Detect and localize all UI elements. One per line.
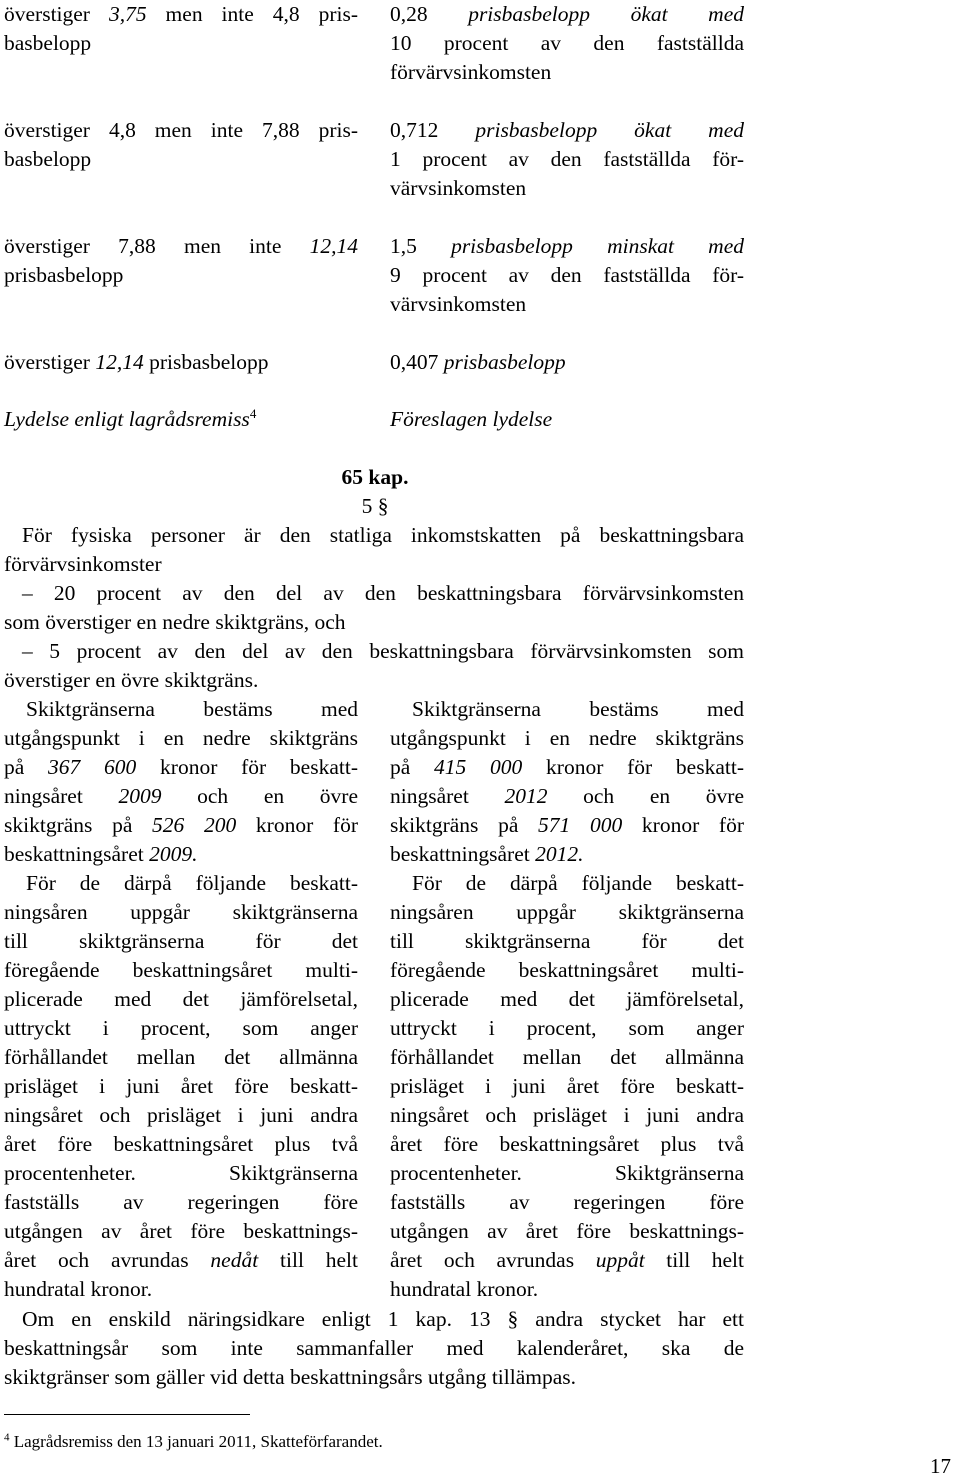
- text-run: kronor för beskatt-: [522, 755, 744, 779]
- text-run: ningsåren uppgår skiktgränserna: [4, 900, 358, 924]
- text-run: till skiktgränserna för det: [4, 929, 358, 953]
- text-run: procentenheter. Skiktgränserna: [4, 1161, 358, 1185]
- paragraph-line: [4, 840, 358, 869]
- footnote: [4, 1432, 383, 1452]
- text-run: förhållandet mellan det allmänna: [4, 1045, 358, 1069]
- italic-value: 2012.: [535, 842, 584, 866]
- text-run: till helt: [644, 1248, 745, 1272]
- intro-line-5: – 5 procent av den del av den beskattningsbara förvärvsinkomsten som: [22, 639, 744, 663]
- text-run: 0,407: [390, 350, 439, 374]
- rate-line: [390, 232, 744, 261]
- bracket-line: [4, 29, 358, 58]
- table-row-left: [4, 348, 358, 377]
- rate-line: [390, 174, 744, 203]
- rate-line: [390, 0, 744, 29]
- footnote-text: Lagrådsremiss den 13 januari 2011, Skatteförfarandet.: [13, 1432, 383, 1451]
- text-run: kronor för: [622, 813, 744, 837]
- intro-line-6: överstiger en övre skiktgräns.: [4, 668, 259, 692]
- text-run: uttryckt i procent, som anger: [4, 1016, 358, 1040]
- paragraph-line: [390, 1130, 744, 1159]
- paragraph-line: [4, 1217, 358, 1246]
- table-row-right: [390, 116, 744, 203]
- rate-line: [390, 261, 744, 290]
- text-run: 1,5: [390, 234, 417, 258]
- paragraph-line: [390, 695, 744, 724]
- text-run: basbelopp: [4, 147, 92, 171]
- paragraph-line: [4, 1188, 358, 1217]
- text-run: skiktgräns på: [390, 813, 539, 837]
- intro-line-3: – 20 procent av den del av den beskattningsbara förvärvsinkomsten: [22, 581, 744, 605]
- text-run: uttryckt i procent, som anger: [390, 1016, 744, 1040]
- closing-line-1: Om en enskild näringsidkare enligt 1 kap. 13 § andra stycket har ett: [22, 1307, 744, 1331]
- right-column-header: [390, 405, 744, 434]
- text-run: föregående beskattningsåret multi-: [390, 958, 744, 982]
- table-row-right: [390, 348, 744, 377]
- italic-value: prisbasbelopp ökat med: [427, 2, 744, 26]
- text-run: ningsåret: [4, 784, 119, 808]
- text-run: kronor för beskatt-: [136, 755, 358, 779]
- text-run: hundratal kronor.: [4, 1277, 153, 1301]
- italic-value: 2009.: [149, 842, 198, 866]
- paragraph-line: [390, 985, 744, 1014]
- rate-line: [390, 348, 744, 377]
- paragraph-line: [4, 724, 358, 753]
- text-run: på: [390, 755, 435, 779]
- text-run: året före beskattningsåret plus två: [390, 1132, 744, 1156]
- text-run: året före beskattningsåret plus två: [4, 1132, 358, 1156]
- text-run: 0,28: [390, 2, 428, 26]
- paragraph-line: [390, 1217, 744, 1246]
- text-run: plicerade med det jämförelsetal,: [390, 987, 744, 1011]
- bracket-line: [4, 145, 358, 174]
- table-row-left: [4, 232, 358, 290]
- rate-line: [390, 145, 744, 174]
- table-row-left: [4, 0, 358, 58]
- intro-line-1: För fysiska personer är den statliga inkomstskatten på beskattningsbara: [22, 523, 744, 547]
- current-wording-column: [4, 695, 358, 1304]
- text-run: 0,712: [390, 118, 439, 142]
- intro-line-2: förvärvsinkomster: [4, 552, 162, 576]
- text-run: fastställs av regeringen före: [4, 1190, 358, 1214]
- intro-line-4: som överstiger en nedre skiktgräns, och: [4, 610, 346, 634]
- bracket-line: [4, 232, 358, 261]
- text-run: fastställs av regeringen före: [390, 1190, 744, 1214]
- text-run: beskattningsåret: [390, 842, 536, 866]
- paragraph-line: [390, 1043, 744, 1072]
- text-run: För de därpå följande beskatt-: [26, 871, 358, 895]
- text-run: överstiger: [4, 350, 96, 374]
- text-run: prisbasbelopp: [4, 263, 124, 287]
- text-run: utgången av året före beskattnings-: [4, 1219, 358, 1243]
- text-run: föregående beskattningsåret multi-: [4, 958, 358, 982]
- italic-value: 526 200: [152, 813, 237, 837]
- bracket-line: [4, 348, 358, 377]
- text-run: För de därpå följande beskatt-: [412, 871, 744, 895]
- table-row-right: [390, 232, 744, 319]
- paragraph-line: [390, 1275, 744, 1304]
- text-run: ningsåret och prisläget i juni andra: [390, 1103, 744, 1127]
- text-run: Skiktgränserna bestäms med: [26, 697, 358, 721]
- paragraph-line: [4, 782, 358, 811]
- text-run: prisbasbelopp: [143, 350, 269, 374]
- closing-line-3: skiktgränser som gäller vid detta beskattningsårs utgång tillämpas.: [4, 1365, 577, 1389]
- table-row-left: [4, 116, 358, 174]
- text-run: värvsinkomsten: [390, 176, 527, 200]
- text-run: året och avrundas: [390, 1248, 596, 1272]
- paragraph-line: [4, 869, 358, 898]
- text-run: och en övre: [547, 784, 745, 808]
- rate-line: [390, 29, 744, 58]
- paragraph-line: [4, 753, 358, 782]
- paragraph-line: [4, 1043, 358, 1072]
- text-run: året och avrundas: [4, 1248, 211, 1272]
- page-number: 17: [930, 1454, 951, 1478]
- footnote-ref: 4: [249, 405, 257, 421]
- text-run: till skiktgränserna för det: [390, 929, 744, 953]
- text-run: överstiger: [4, 2, 109, 26]
- paragraph-line: [390, 724, 744, 753]
- text-run: skiktgräns på: [4, 813, 153, 837]
- text-run: 9 procent av den fastställda för-: [390, 263, 744, 287]
- right-header-text: Föreslagen lydelse: [390, 407, 553, 431]
- text-run: förvärvsinkomsten: [390, 60, 552, 84]
- paragraph-line: [4, 927, 358, 956]
- text-run: beskattningsåret: [4, 842, 150, 866]
- paragraph-line: [4, 811, 358, 840]
- text-run: prisläget i juni året före beskatt-: [4, 1074, 358, 1098]
- paragraph-line: [390, 869, 744, 898]
- paragraph-line: [390, 753, 744, 782]
- paragraph: [4, 695, 358, 869]
- text-run: till helt: [258, 1248, 359, 1272]
- paragraph-line: [390, 1072, 744, 1101]
- text-run: utgången av året före beskattnings-: [390, 1219, 744, 1243]
- bracket-line: [4, 0, 358, 29]
- rate-line: [390, 58, 744, 87]
- paragraph-line: [390, 840, 744, 869]
- text-run: procentenheter. Skiktgränserna: [390, 1161, 744, 1185]
- bracket-line: [4, 261, 358, 290]
- paragraph-line: [4, 1159, 358, 1188]
- rate-line: [390, 290, 744, 319]
- italic-value: 12,14: [309, 234, 358, 258]
- table-row-right: [390, 0, 744, 87]
- rate-line: [390, 116, 744, 145]
- italic-value: 3,75: [108, 2, 147, 26]
- paragraph-line: [4, 1130, 358, 1159]
- text-run: förhållandet mellan det allmänna: [390, 1045, 744, 1069]
- paragraph-line: [390, 956, 744, 985]
- paragraph-line: [4, 898, 358, 927]
- italic-value: nedåt: [210, 1248, 259, 1272]
- text-run: på: [4, 755, 49, 779]
- paragraph-line: [4, 695, 358, 724]
- text-run: överstiger 4,8 men inte 7,88 pris-: [4, 118, 358, 142]
- text-run: kronor för: [236, 813, 358, 837]
- closing-line-2: beskattningsår som inte sammanfaller med kalenderåret, ska de: [4, 1336, 744, 1360]
- italic-value: 415 000: [434, 755, 523, 779]
- text-run: 1 procent av den fastställda för-: [390, 147, 744, 171]
- paragraph-line: [390, 1014, 744, 1043]
- paragraph-line: [390, 1246, 744, 1275]
- paragraph-line: [4, 1014, 358, 1043]
- bracket-line: [4, 116, 358, 145]
- paragraph: [390, 869, 744, 1304]
- italic-value: 12,14: [95, 350, 144, 374]
- paragraph: [4, 869, 358, 1304]
- text-run: överstiger 7,88 men inte: [4, 234, 310, 258]
- text-run: ningsåret och prisläget i juni andra: [4, 1103, 358, 1127]
- paragraph-line: [390, 782, 744, 811]
- italic-value: 367 600: [48, 755, 137, 779]
- text-run: men inte 4,8 pris-: [146, 2, 359, 26]
- text-run: och en övre: [161, 784, 359, 808]
- paragraph-line: [390, 898, 744, 927]
- italic-value: prisbasbelopp ökat med: [438, 118, 744, 142]
- text-run: 10 procent av den fastställda: [390, 31, 744, 55]
- paragraph-line: [390, 1188, 744, 1217]
- left-column-header: [4, 405, 358, 434]
- text-run: utgångspunkt i en nedre skiktgräns: [390, 726, 744, 750]
- text-run: Skiktgränserna bestäms med: [412, 697, 744, 721]
- paragraph-line: [4, 1072, 358, 1101]
- paragraph-line: [4, 1101, 358, 1130]
- text-run: värvsinkomsten: [390, 292, 527, 316]
- paragraph-line: [390, 1101, 744, 1130]
- text-run: ningsåret: [390, 784, 505, 808]
- section-heading: 5 §: [361, 494, 389, 518]
- paragraph-line: [4, 956, 358, 985]
- italic-value: 2009: [118, 784, 162, 808]
- text-run: ningsåren uppgår skiktgränserna: [390, 900, 744, 924]
- italic-value: 571 000: [538, 813, 623, 837]
- italic-value: prisbasbelopp minskat med: [416, 234, 744, 258]
- paragraph: [390, 695, 744, 869]
- paragraph-line: [390, 1159, 744, 1188]
- text-run: prisläget i juni året före beskatt-: [390, 1074, 744, 1098]
- text-run: plicerade med det jämförelsetal,: [4, 987, 358, 1011]
- italic-value: prisbasbelopp: [438, 350, 566, 374]
- italic-value: 2012: [504, 784, 548, 808]
- footnote-divider: [4, 1414, 250, 1415]
- paragraph-line: [4, 1275, 358, 1304]
- text-run: utgångspunkt i en nedre skiktgräns: [4, 726, 358, 750]
- paragraph-line: [390, 927, 744, 956]
- left-header-text: Lydelse enligt lagrådsremiss: [4, 407, 250, 431]
- footnote-number: 4: [4, 1431, 10, 1444]
- text-run: basbelopp: [4, 31, 92, 55]
- text-run: hundratal kronor.: [390, 1277, 539, 1301]
- paragraph-line: [4, 985, 358, 1014]
- italic-value: uppåt: [595, 1248, 645, 1272]
- proposed-wording-column: [390, 695, 744, 1304]
- paragraph-line: [390, 811, 744, 840]
- chapter-heading: 65 kap.: [341, 465, 409, 489]
- paragraph-line: [4, 1246, 358, 1275]
